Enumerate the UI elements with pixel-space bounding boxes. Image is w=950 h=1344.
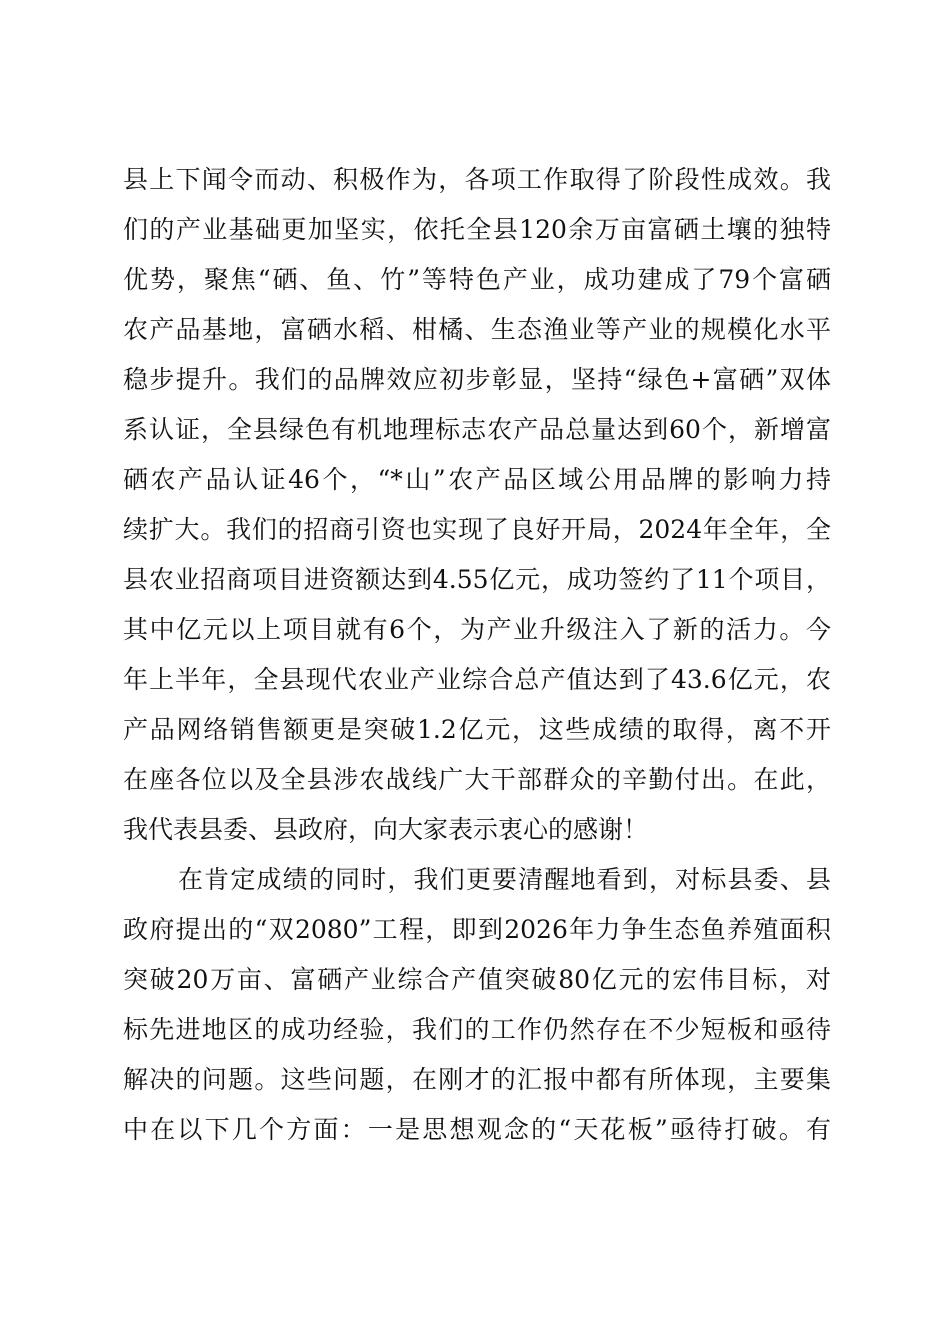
text-line: 产品网络销售额更是突破1.2亿元，这些成绩的取得，离不开 [123, 715, 831, 744]
text-line: 其中亿元以上项目就有6个，为产业升级注入了新的活力。今 [123, 615, 831, 644]
text-line: 突破20万亩、富硒产业综合产值突破80亿元的宏伟目标，对 [123, 965, 831, 994]
text-line: 县农业招商项目进资额达到4.55亿元，成功签约了11个项目， [123, 565, 831, 594]
text-line: 我代表县委、县政府，向大家表示衷心的感谢！ [123, 815, 649, 844]
text-line: 解决的问题。这些问题，在刚才的汇报中都有所体现，主要集 [123, 1065, 831, 1094]
text-line: 中在以下几个方面：一是思想观念的“天花板”亟待打破。有 [123, 1115, 831, 1144]
text-line: 稳步提升。我们的品牌效应初步彰显，坚持“绿色+富硒”双体 [123, 365, 831, 394]
text-line: 在座各位以及全县涉农战线广大干部群众的辛勤付出。在此， [123, 765, 831, 794]
text-line: 优势，聚焦“硒、鱼、竹”等特色产业，成功建成了79个富硒 [123, 265, 831, 294]
text-line: 标先进地区的成功经验，我们的工作仍然存在不少短板和亟待 [123, 1015, 831, 1044]
text-line: 在肯定成绩的同时，我们更要清醒地看到，对标县委、县 [178, 865, 831, 894]
text-line: 硒农产品认证46个，“*山”农产品区域公用品牌的影响力持 [123, 465, 831, 494]
text-line: 们的产业基础更加坚实，依托全县120余万亩富硒土壤的独特 [123, 215, 831, 244]
text-line: 续扩大。我们的招商引资也实现了良好开局，2024年全年，全 [123, 515, 831, 544]
text-line: 年上半年，全县现代农业产业综合总产值达到了43.6亿元，农 [123, 665, 831, 694]
text-line: 系认证，全县绿色有机地理标志农产品总量达到60个，新增富 [123, 415, 831, 444]
text-line: 农产品基地，富硒水稻、柑橘、生态渔业等产业的规模化水平 [123, 315, 831, 344]
text-line: 县上下闻令而动、积极作为，各项工作取得了阶段性成效。我 [123, 165, 831, 194]
text-line: 政府提出的“双2080”工程，即到2026年力争生态鱼养殖面积 [123, 915, 831, 944]
